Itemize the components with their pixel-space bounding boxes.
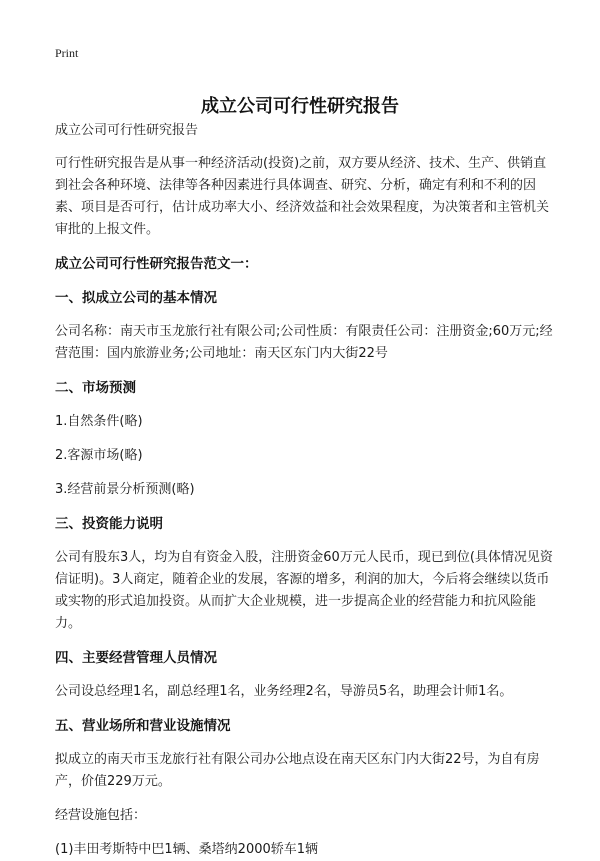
list-item: 3.经营前景分析预测(略) bbox=[55, 482, 195, 497]
section-1-paragraph: 公司名称：南天市玉龙旅行社有限公司;公司性质：有限责任公司：注册资金;60万元;经营范围：国内旅游业务;公司地址：南天区东门内大街22号 bbox=[55, 324, 553, 361]
section-5-facility-item: (1)丰田考斯特中巴1辆、桑塔纳2000轿车1辆 bbox=[55, 842, 319, 857]
section-3-heading: 三、投资能力说明 bbox=[55, 516, 163, 532]
print-link[interactable]: Print bbox=[55, 46, 79, 60]
section-5-paragraph: 拟成立的南天市玉龙旅行社有限公司办公地点设在南天区东门内大街22号，为自有房产，价值229万元。 bbox=[55, 752, 540, 789]
intro-paragraph: 可行性研究报告是从事一种经济活动(投资)之前，双方要从经济、技术、生产、供销直到社会各种环境、法律等各种因素进行具体调查、研究、分析，确定有利和不利的因素、项目是否可行，估计成功率大小、经济效益和社会效果程度，为决策者和主管机关审批的上报文件。 bbox=[55, 156, 550, 237]
section-4-heading: 四、主要经营管理人员情况 bbox=[55, 650, 217, 666]
section-1-heading: 一、拟成立公司的基本情况 bbox=[55, 290, 217, 306]
section-5-heading: 五、营业场所和营业设施情况 bbox=[55, 718, 231, 734]
page-title: 成立公司可行性研究报告 bbox=[201, 96, 399, 118]
section-2-heading: 二、市场预测 bbox=[55, 380, 136, 396]
document-body bbox=[55, 120, 555, 861]
sample-title: 成立公司可行性研究报告范文一： bbox=[55, 256, 258, 272]
list-item: 2.客源市场(略) bbox=[55, 448, 143, 463]
section-4-paragraph: 公司设总经理1名，副总经理1名，业务经理2名，导游员5名，助理会计师1名。 bbox=[55, 684, 513, 699]
list-item: 1.自然条件(略) bbox=[55, 414, 143, 429]
subtitle: 成立公司可行性研究报告 bbox=[55, 123, 199, 138]
section-3-paragraph: 公司有股东3人，均为自有资金入股，注册资金60万元人民币，现已到位(具体情况见资信证明)。3人商定，随着企业的发展，客源的增多，利润的加大，今后将会继续以货币或实物的形式追加投资。从而扩大企业规模，进一步提高企业的经营能力和抗风险能力。 bbox=[55, 550, 553, 631]
section-5-facilities-label: 经营设施包括： bbox=[55, 808, 147, 823]
